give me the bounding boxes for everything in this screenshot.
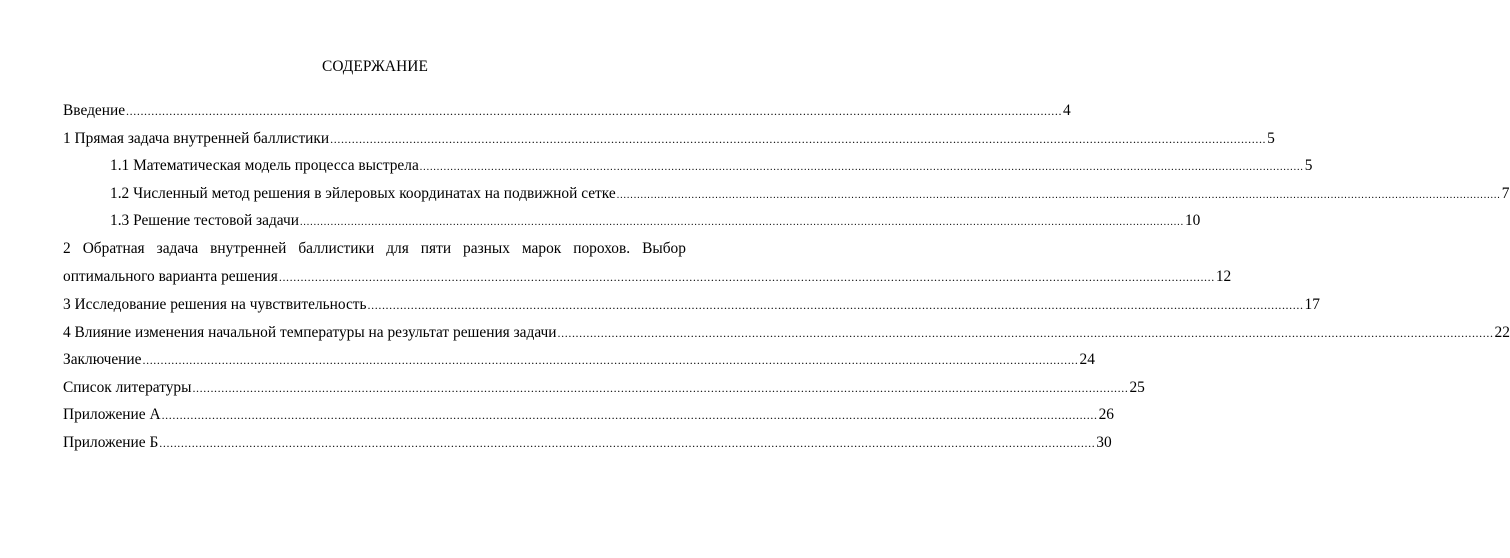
toc-entry-word: Обратная (82, 239, 145, 257)
toc-entry-word: баллистики (298, 239, 375, 257)
toc-entry-word: задача (156, 239, 199, 257)
toc-entry-page: 7 (1501, 184, 1510, 202)
toc-entry-section-1-2 (63, 183, 1510, 211)
toc-entry-appendix-b (63, 432, 1112, 460)
toc-entry-page: 22 (1494, 323, 1510, 341)
toc-entry-word: марок (521, 239, 562, 257)
toc-entry-introduction (63, 100, 1071, 128)
toc-entry-section-1-1 (63, 155, 1313, 183)
toc-entry-text: 3 Исследование решения на чувствительность (63, 295, 367, 313)
toc-entry-text: Приложение Б (63, 433, 159, 451)
toc-entry-page: 17 (1304, 295, 1320, 313)
toc-entry-section-1-3 (63, 210, 1201, 238)
toc-entry-section-2 (63, 238, 1232, 288)
toc-entry-page: 30 (1096, 433, 1112, 451)
toc-entry-word: порохов. (573, 239, 631, 257)
toc-entry-word: внутренней (210, 239, 287, 257)
toc-entry-text: 1 Прямая задача внутренней баллистики (63, 129, 330, 147)
toc-entry-page: 12 (1215, 267, 1232, 285)
toc-leader-dots: .................................................................................................................................................................................................................................................................... (367, 297, 1304, 312)
toc-entry-text: Введение (63, 102, 126, 119)
toc-leader-dots: .................................................................................................................................................................................................................................................................... (419, 162, 1304, 174)
toc-entry-section-1 (63, 128, 1275, 156)
toc-leader-dots: .................................................................................................................................................................................................................................................................... (161, 408, 1098, 423)
toc-entry-conclusion (63, 349, 1095, 377)
toc-leader-dots: .................................................................................................................................................................................................................................................................... (278, 269, 1215, 284)
toc-entry-appendix-a (63, 404, 1114, 432)
toc-entry-text: 1.2 Численный метод решения в эйлеровых координатах на подвижной сетке (110, 184, 616, 202)
toc-entry-section-3 (63, 294, 1320, 322)
toc-entry-section-4 (63, 322, 1510, 350)
toc-entry-word: разных (463, 239, 510, 257)
toc-entry-text-line2 (63, 266, 1232, 288)
toc-leader-dots: .................................................................................................................................................................................................................................................................... (557, 325, 1494, 340)
toc-entry-text: Список литературы (63, 378, 192, 396)
toc-entry-references (63, 377, 1145, 405)
table-of-contents (63, 100, 1510, 460)
toc-leader-dots: .................................................................................................................................................................................................................................................................... (159, 435, 1096, 450)
toc-entry-word: 2 (63, 239, 71, 257)
toc-entry-page: 25 (1129, 378, 1145, 396)
toc-entry-page: 10 (1184, 212, 1201, 230)
toc-entry-word: Выбор (642, 239, 686, 257)
toc-leader-dots: .................................................................................................................................................................................................................................................................... (330, 131, 1267, 146)
toc-entry-page: 5 (1267, 129, 1275, 147)
toc-entry-text: 1.1 Математическая модель процесса выстрела (110, 157, 419, 175)
toc-leader-dots: .................................................................................................................................................................................................................................................................... (142, 353, 1079, 368)
toc-entry-text-line1 (63, 238, 686, 259)
toc-entry-word: пяти (420, 239, 452, 257)
toc-title: СОДЕРЖАНИЕ (321, 58, 429, 75)
toc-entry-text: 1.3 Решение тестовой задачи (110, 212, 299, 230)
toc-entry-page: 4 (1063, 102, 1071, 119)
toc-leader-dots: .................................................................................................................................................................................................................................................................... (126, 104, 1063, 118)
toc-leader-dots: .................................................................................................................................................................................................................................................................... (616, 189, 1501, 201)
toc-entry-text: оптимального варианта решения (63, 267, 278, 285)
toc-entry-text: Заключение (63, 351, 142, 369)
toc-entry-text: Приложение А (63, 406, 161, 424)
toc-entry-text: 4 Влияние изменения начальной температуры на результат решения задачи (63, 323, 557, 341)
toc-leader-dots: .................................................................................................................................................................................................................................................................... (192, 380, 1129, 395)
toc-entry-page: 26 (1098, 406, 1114, 424)
toc-entry-page: 24 (1079, 351, 1095, 369)
toc-leader-dots: .................................................................................................................................................................................................................................................................... (299, 217, 1184, 229)
toc-entry-word: для (386, 239, 409, 257)
toc-entry-page: 5 (1304, 157, 1313, 175)
